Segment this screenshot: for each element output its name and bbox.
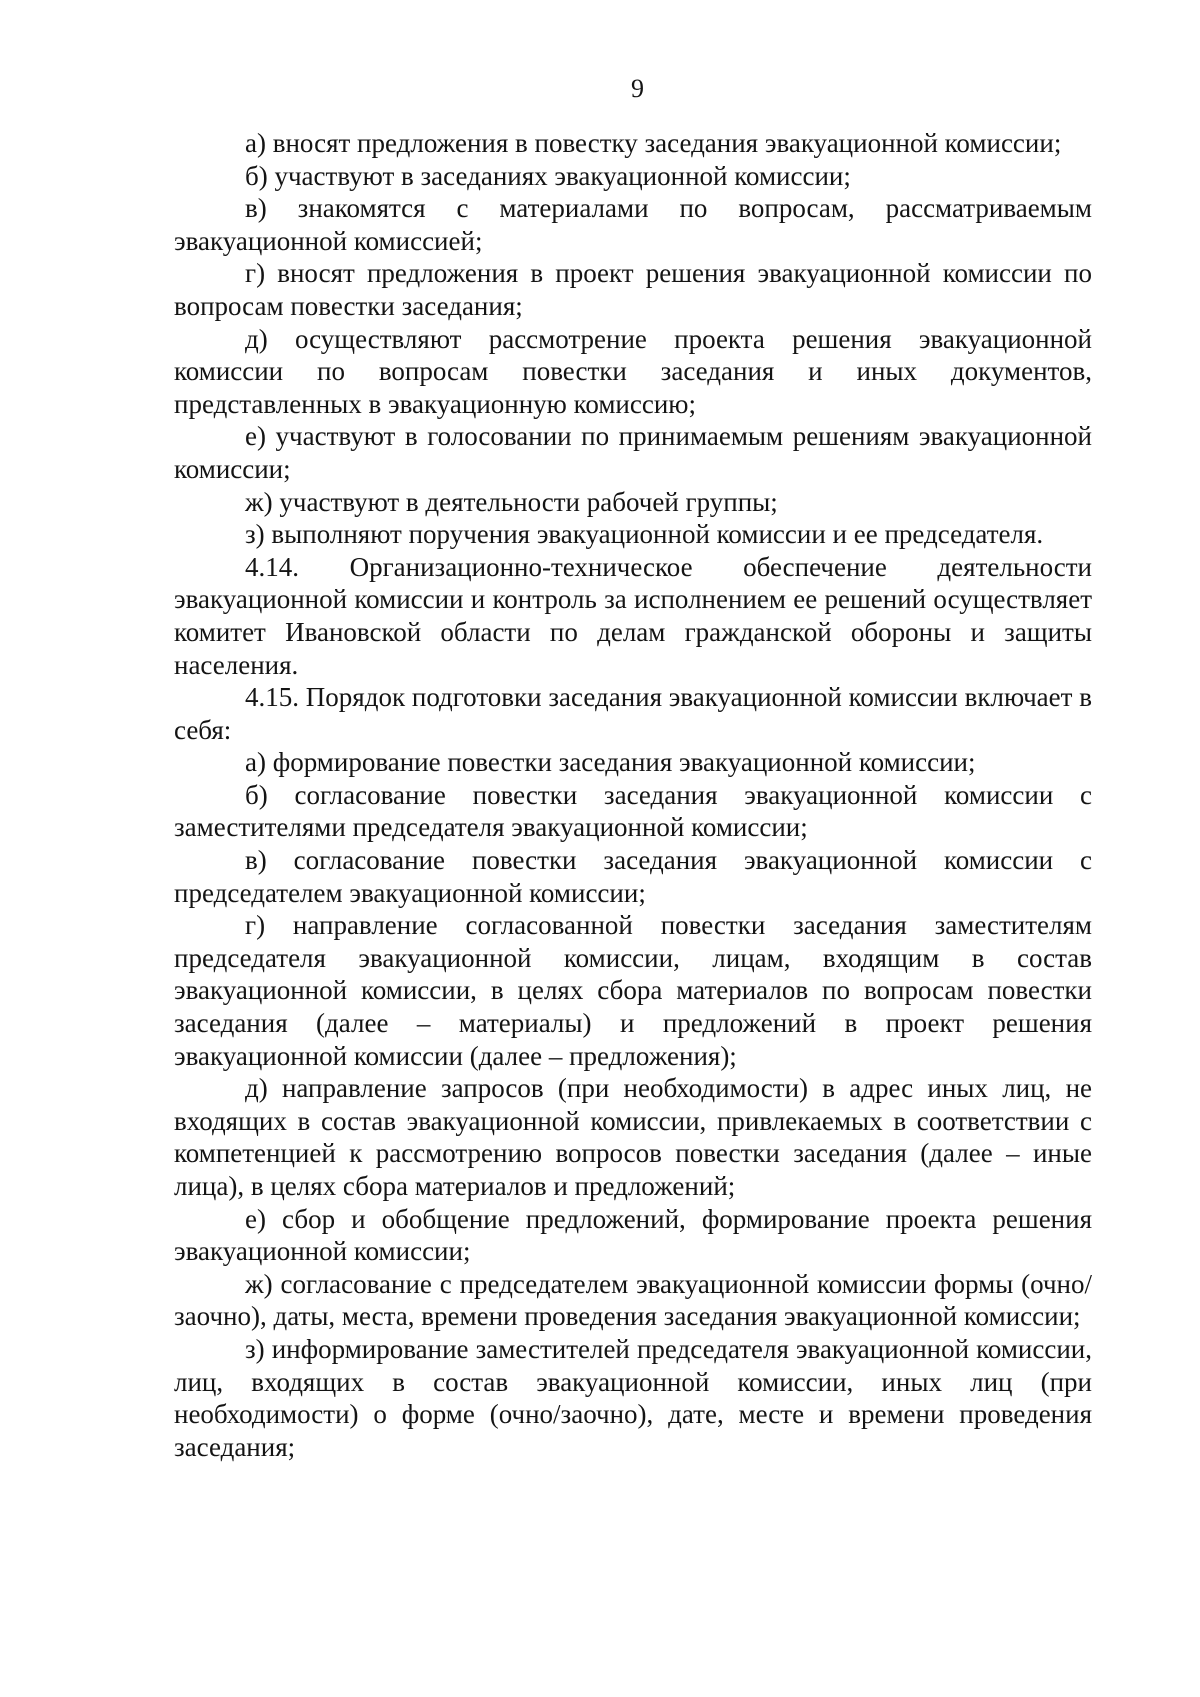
paragraph-preparation-zh: ж) согласование с председателем эвакуационной комиссии формы (очно/заочно), даты, места, времени проведения заседания эвакуационной комиссии; (174, 1268, 1092, 1332)
paragraph-members-right-z: з) выполняют поручения эвакуационной комиссии и ее председателя. (245, 519, 1044, 550)
paragraph-members-right-a: а) вносят предложения в повестку заседания эвакуационной комиссии; (245, 128, 1062, 158)
document-body (174, 127, 1092, 1463)
paragraph-preparation-g: г) направление согласованной повестки заседания заместителям председателя эвакуационной комиссии, лицам, входящим в состав эвакуационной комиссии, в целях сбора материалов по вопросам повестки заседания (далее – материалы) и предложений в проект решения эвакуационной комиссии (далее – предложения); (174, 910, 1092, 1071)
paragraph-members-right-g: г) вносят предложения в проект решения эвакуационной комиссии по вопросам повестки заседания; (174, 258, 1092, 321)
paragraph-preparation-b: б) согласование повестки заседания эвакуационной комиссии с заместителями председателя эвакуационной комиссии; (174, 779, 1092, 843)
paragraph-clause-4-15: 4.15. Порядок подготовки заседания эвакуационной комиссии включает в себя: (174, 682, 1092, 745)
paragraph-preparation-a: а) формирование повестки заседания эвакуационной комиссии; (245, 747, 976, 778)
paragraph-members-right-d: д) осуществляют рассмотрение проекта решения эвакуационной комиссии по вопросам повестки заседания и иных документов, представленных в эвакуационную комиссию; (174, 323, 1092, 419)
paragraph-members-right-e: е) участвуют в голосовании по принимаемым решениям эвакуационной комиссии; (174, 421, 1092, 484)
paragraph-members-right-v: в) знакомятся с материалами по вопросам, рассматриваемым эвакуационной комиссией; (174, 193, 1092, 256)
page-number: 9 (631, 74, 644, 103)
paragraph-preparation-d: д) направление запросов (при необходимости) в адрес иных лиц, не входящих в состав эвакуационной комиссии, привлекаемых в соответствии с компетенцией к рассмотрению вопросов повестки заседания (далее – иные лица), в целях сбора материалов и предложений; (174, 1073, 1092, 1201)
paragraph-members-right-b: б) участвуют в заседаниях эвакуационной комиссии; (245, 160, 851, 191)
paragraph-preparation-v: в) согласование повестки заседания эвакуационной комиссии с председателем эвакуационной комиссии; (174, 845, 1092, 908)
paragraph-preparation-e: е) сбор и обобщение предложений, формирование проекта решения эвакуационной комиссии; (174, 1203, 1092, 1267)
paragraph-members-right-zh: ж) участвуют в деятельности рабочей группы; (245, 486, 778, 517)
paragraph-clause-4-14: 4.14. Организационно-техническое обеспечение деятельности эвакуационной комиссии и контроль за исполнением ее решений осуществляет комитет Ивановской области по делам гражданской обороны и защиты населения. (174, 551, 1092, 680)
paragraph-preparation-z: з) информирование заместителей председателя эвакуационной комиссии, лиц, входящих в состав эвакуационной комиссии, иных лиц (при необходимости) о форме (очно/заочно), дате, месте и времени проведения заседания; (174, 1333, 1092, 1462)
